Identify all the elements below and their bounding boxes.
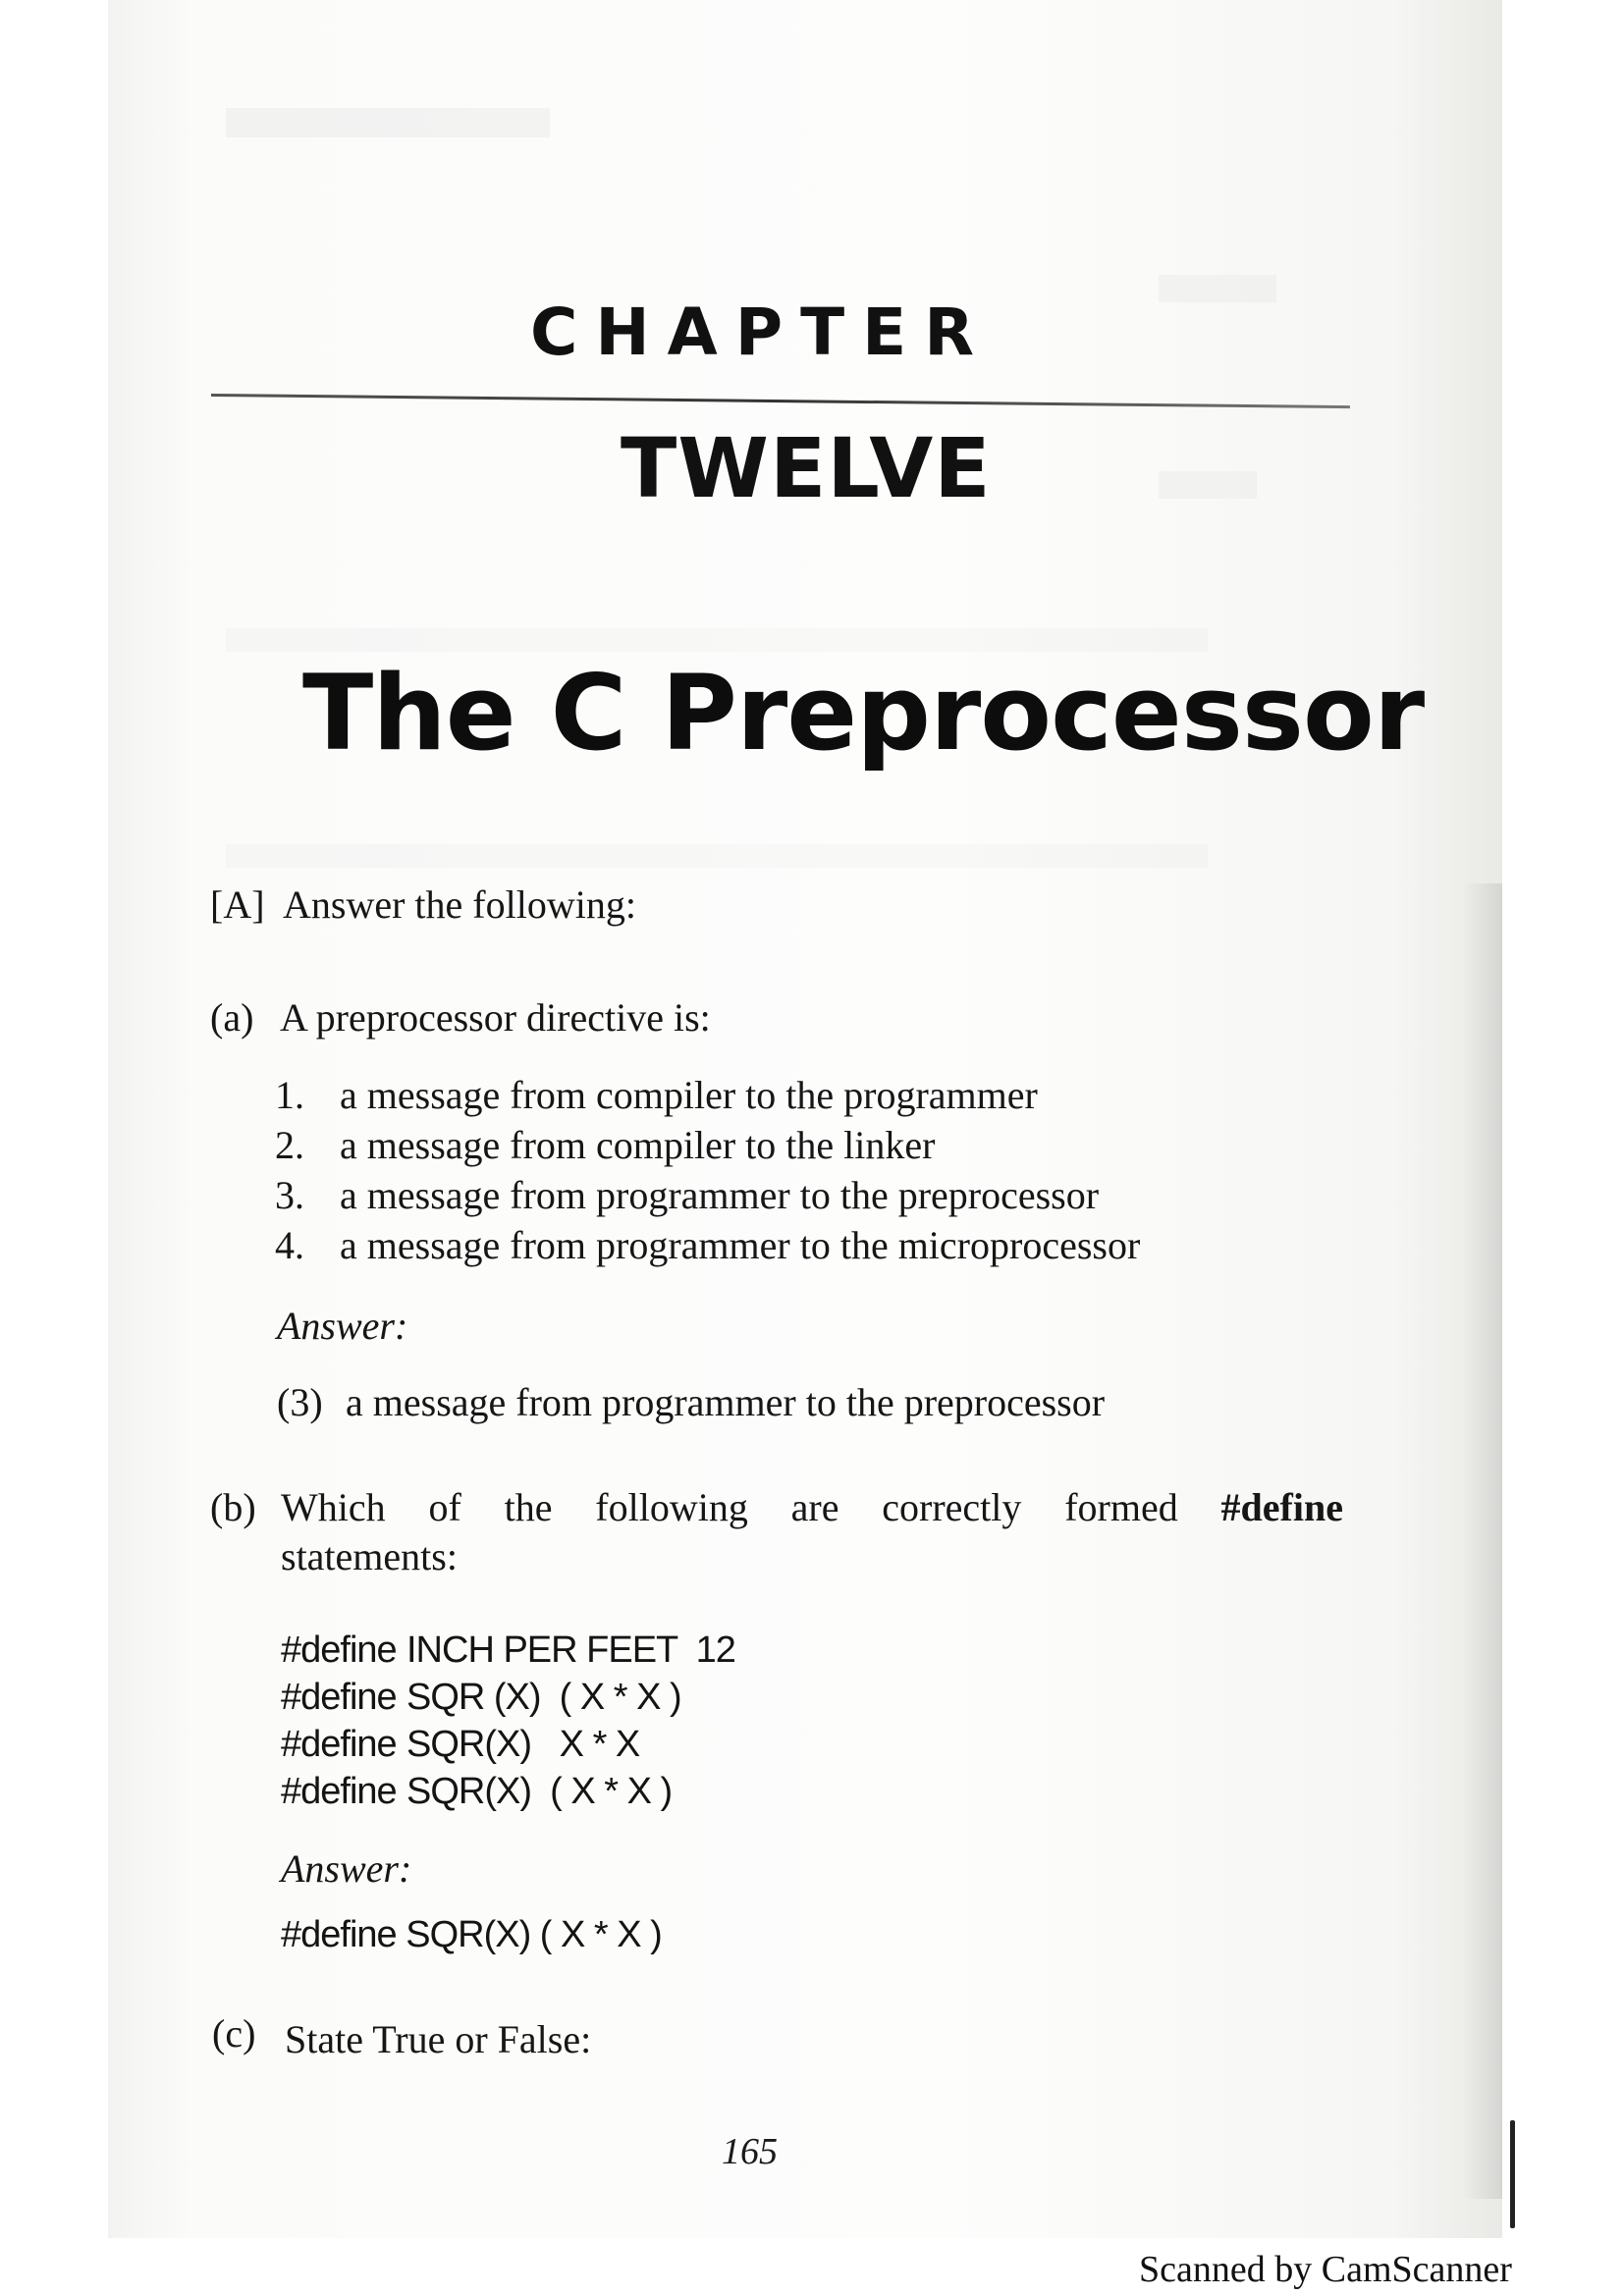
code-directive: #define xyxy=(281,1677,397,1718)
code-body: SQR(X) X * X xyxy=(406,1724,640,1765)
question-a-marker: (a) xyxy=(210,995,254,1040)
question-c-prompt: State True or False: xyxy=(285,2017,592,2061)
answer-text: a message from programmer to the preprocessor xyxy=(346,1380,1106,1424)
bleed-through xyxy=(1159,471,1257,499)
chapter-title: The C Preprocessor xyxy=(302,653,1425,774)
section-marker: [A] xyxy=(210,882,265,927)
option-text: a message from programmer to the preprocessor xyxy=(340,1173,1100,1217)
answer-label: Answer: xyxy=(281,1846,412,1891)
option-number: 4. xyxy=(275,1223,304,1267)
code-body: SQR(X) ( X * X ) xyxy=(406,1771,673,1812)
prompt-word: correctly xyxy=(882,1485,1022,1529)
page-edge-mark xyxy=(1510,2120,1515,2228)
question-b-marker: (b) xyxy=(210,1485,256,1529)
question-b-prompt xyxy=(281,1484,1343,1530)
prompt-keyword: #define xyxy=(1220,1485,1343,1529)
bleed-through xyxy=(226,108,550,137)
answer-number: (3) xyxy=(277,1380,323,1424)
section-heading: Answer the following: xyxy=(283,882,636,927)
code-directive: #define xyxy=(281,1724,397,1765)
prompt-word: Which xyxy=(281,1485,386,1529)
option-number: 1. xyxy=(275,1073,304,1117)
prompt-word: following xyxy=(595,1485,748,1529)
bleed-through xyxy=(226,628,1208,652)
prompt-word: the xyxy=(504,1485,553,1529)
question-c-marker: (c) xyxy=(212,2011,256,2056)
code-body: INCH PER FEET 12 xyxy=(406,1629,735,1671)
option-text: a message from programmer to the microprocessor xyxy=(340,1223,1141,1267)
code-directive: #define xyxy=(281,1771,397,1812)
question-a-prompt: A preprocessor directive is: xyxy=(280,995,711,1040)
bleed-through xyxy=(1159,275,1276,302)
answer-code: #define SQR(X) ( X * X ) xyxy=(281,1914,662,1955)
chapter-label: CHAPTER xyxy=(530,294,993,370)
page-number: 165 xyxy=(722,2131,778,2172)
option-text: a message from compiler to the programmer xyxy=(340,1073,1038,1117)
chapter-number: TWELVE xyxy=(621,420,992,516)
page-edge-shadow xyxy=(1463,883,1502,2199)
code-body: SQR (X) ( X * X ) xyxy=(406,1677,681,1718)
prompt-word: of xyxy=(428,1485,461,1529)
prompt-word: are xyxy=(790,1485,839,1529)
bleed-through xyxy=(226,844,1208,868)
option-text: a message from compiler to the linker xyxy=(340,1123,936,1167)
option-number: 2. xyxy=(275,1123,304,1167)
code-directive: #define xyxy=(281,1629,397,1671)
answer-label: Answer: xyxy=(277,1304,408,1348)
scanner-watermark: Scanned by CamScanner xyxy=(1139,2249,1512,2290)
question-b-prompt-line2: statements: xyxy=(281,1534,458,1578)
option-number: 3. xyxy=(275,1173,304,1217)
prompt-word: formed xyxy=(1064,1485,1178,1529)
